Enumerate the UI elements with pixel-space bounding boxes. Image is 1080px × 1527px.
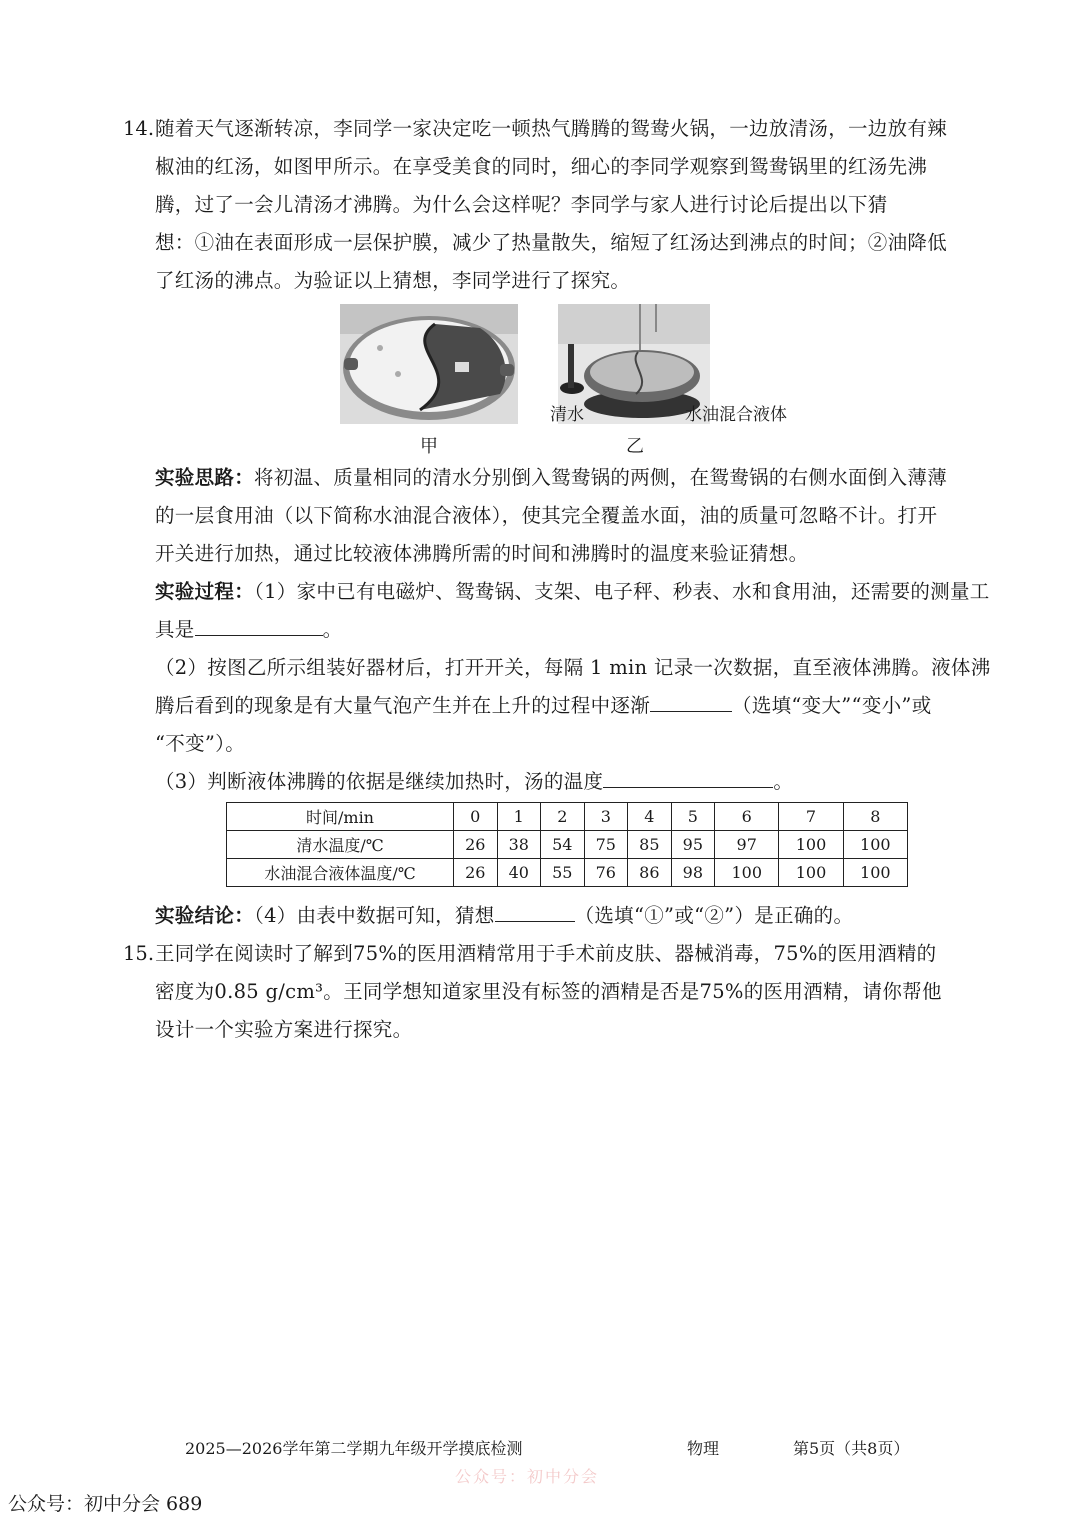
q15-text-line: 密度为0.85 g/cm³。王同学想知道家里没有标签的酒精是否是75%的医用酒精，请你帮他 [155, 980, 942, 1003]
q14-text-line: 随着天气逐渐转凉，李同学一家决定吃一顿热气腾腾的鸳鸯火锅，一边放清汤，一边放有辣 [155, 117, 948, 140]
table-cell: 清水温度/℃ [227, 831, 454, 859]
conclusion-answer-line [155, 902, 853, 930]
table-cell: 100 [779, 831, 843, 859]
footer-page-number: 第5页（共8页） [793, 1439, 910, 1458]
answer-blank-1[interactable] [195, 617, 323, 636]
q14-text-line: 想：①油在表面形成一层保护膜，减少了热量散失，缩短了红汤达到沸点的时间；②油降低 [155, 231, 948, 254]
table-cell: 76 [584, 859, 628, 887]
answer-blank-2[interactable] [650, 693, 732, 712]
conclusion-suffix: （选填“①”或“②”）是正确的。 [574, 904, 854, 927]
table-cell: 100 [843, 859, 907, 887]
answer-blank-3[interactable] [603, 769, 773, 788]
table-cell: 85 [628, 831, 672, 859]
table-cell: 54 [541, 831, 585, 859]
question-15-number: 15. [123, 942, 155, 965]
table-cell: 4 [628, 803, 672, 831]
table-cell: 100 [715, 859, 779, 887]
table-cell: 2 [541, 803, 585, 831]
label-clear-water: 清水 [550, 405, 584, 425]
q14-text-line: 椒油的红汤，如图甲所示。在享受美食的同时，细心的李同学观察到鸳鸯锅里的红汤先沸 [155, 155, 928, 178]
process-part-1-text: （1）家中已有电磁炉、鸳鸯锅、支架、电子秤、秒表、水和食用油，还需要的测量工 [254, 580, 990, 603]
process-part-2-answer-line [155, 692, 932, 720]
experiment-idea-line: 开关进行加热，通过比较液体沸腾所需的时间和沸腾时的温度来验证猜想。 [155, 542, 809, 565]
q15-text-line: 设计一个实验方案进行探究。 [155, 1018, 413, 1041]
table-cell: 95 [671, 831, 715, 859]
table-cell: 100 [843, 831, 907, 859]
process-part-1-answer-line [155, 616, 342, 644]
table-cell: 3 [584, 803, 628, 831]
conclusion-prefix: （4）由表中数据可知，猜想 [254, 904, 495, 927]
table-cell: 26 [454, 859, 498, 887]
table-cell: 8 [843, 803, 907, 831]
q14-text-line: 腾，过了一会儿清汤才沸腾。为什么会这样呢？李同学与家人进行讨论后提出以下猜 [155, 193, 888, 216]
label-water-oil-mixture: 水油混合液体 [685, 405, 787, 425]
experiment-conclusion-heading: 实验结论： [155, 904, 255, 927]
table-cell: 0 [454, 803, 498, 831]
process-part-3-answer-line [155, 768, 793, 796]
table-cell: 97 [715, 831, 779, 859]
table-cell: 水油混合液体温度/℃ [227, 859, 454, 887]
table-cell: 75 [584, 831, 628, 859]
figure-jia-caption: 甲 [420, 436, 438, 457]
q15-text-line: 王同学在阅读时了解到75%的医用酒精常用于手术前皮肤、器械消毒，75%的医用酒精的 [155, 942, 937, 965]
q14-text-line: 了红汤的沸点。为验证以上猜想，李同学进行了探究。 [155, 269, 631, 292]
table-cell: 时间/min [227, 803, 454, 831]
experiment-idea-heading: 实验思路： [155, 466, 255, 489]
table-cell: 98 [671, 859, 715, 887]
experiment-idea-line: 的一层食用油（以下简称水油混合液体），使其完全覆盖水面，油的质量可忽略不计。打开 [155, 504, 938, 527]
experiment-idea-line [155, 464, 947, 492]
punctuation: 。 [322, 618, 343, 641]
table-cell: 26 [454, 831, 498, 859]
process-part-2-line: （2）按图乙所示组装好器材后，打开开关，每隔 1 min 记录一次数据，直至液体沸腾。液体沸 [155, 656, 991, 679]
table-row [227, 859, 908, 887]
process-part-1-line [155, 578, 990, 606]
footer-exam-title: 2025—2026学年第二学期九年级开学摸底检测 [185, 1439, 523, 1458]
process-part-2-line: “不变”）。 [155, 732, 245, 755]
process-part-1-prefix: 具是 [155, 618, 195, 641]
table-header-row [227, 803, 908, 831]
figure-jia-hotpot-photo [340, 304, 518, 424]
footer-subject: 物理 [687, 1439, 720, 1458]
table-cell: 1 [497, 803, 541, 831]
experiment-process-heading: 实验过程： [155, 580, 255, 603]
table-cell: 86 [628, 859, 672, 887]
table-cell: 5 [671, 803, 715, 831]
table-cell: 55 [541, 859, 585, 887]
punctuation: 。 [773, 770, 794, 793]
watermark: 公众号：初中分会 [455, 1467, 600, 1486]
answer-blank-4[interactable] [495, 903, 575, 922]
process-part-2-suffix: （选填“变大”“变小”或 [732, 694, 932, 717]
process-part-3-prefix: （3）判断液体沸腾的依据是继续加热时，汤的温度 [155, 770, 604, 793]
experiment-idea-text: 将初温、质量相同的清水分别倒入鸳鸯锅的两侧，在鸳鸯锅的右侧水面倒入薄薄 [254, 466, 948, 489]
question-14-number: 14. [123, 117, 155, 140]
table-cell: 7 [779, 803, 843, 831]
process-part-2-prefix: 腾后看到的现象是有大量气泡产生并在上升的过程中逐渐 [155, 694, 651, 717]
table-cell: 6 [715, 803, 779, 831]
public-account-label: 公众号：初中分会 689 [8, 1493, 203, 1515]
figure-yi-caption: 乙 [626, 436, 644, 457]
table-row [227, 831, 908, 859]
temperature-data-table [226, 802, 908, 887]
table-cell: 38 [497, 831, 541, 859]
table-cell: 40 [497, 859, 541, 887]
table-cell: 100 [779, 859, 843, 887]
